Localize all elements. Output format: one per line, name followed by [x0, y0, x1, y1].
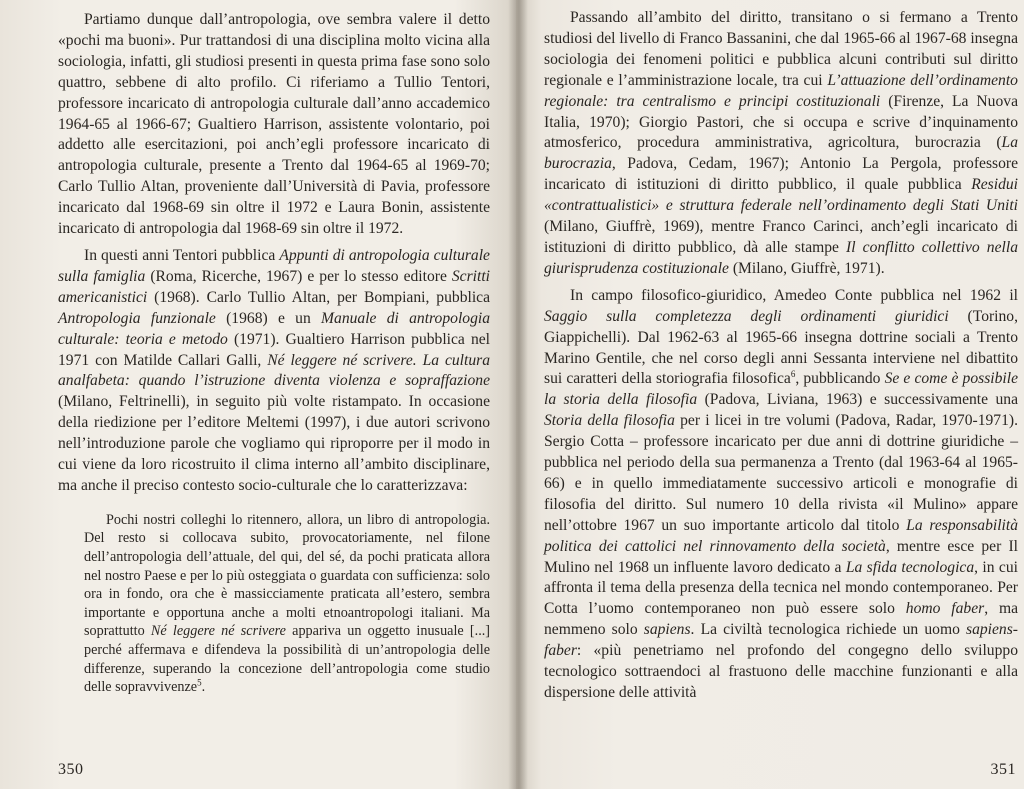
text-run: , pubblicando	[795, 370, 885, 388]
text-run: (Torino, Giappichelli). Dal 1962-63 al 1965-66 insegna dottrine sociali a Trento Marino Gentile, che nel corso degli anni Sessanta interviene nel dibattito sui caratteri della storiografia filosofica	[544, 307, 1019, 388]
text-run: . La civiltà tecnologica richiede un uomo	[690, 621, 967, 639]
italic-title: Residui «contrattualistici» e struttura federale nell’ordinamento degli Stati Uniti	[544, 176, 1018, 215]
italic-title: Né leggere né scrivere	[150, 623, 286, 640]
page-number-left: 350	[58, 761, 84, 778]
italic-title: La responsabilità politica dei cattolici nel rinnovamento della società	[544, 516, 1018, 555]
text-run: (Padova, Liviana, 1963) e successivamente una	[697, 391, 1018, 409]
text-run: .	[201, 679, 206, 696]
text-run: (Firenze, La Nuova Italia, 1970); Giorgio Pastori, che si occupa e scrive d’inquinamento atmosferico, procedura amministrativa, agricoltura, burocrazia (	[544, 92, 1018, 152]
text-run: (1968). Carlo Tullio Altan, per Bompiani, pubblica	[147, 288, 490, 306]
italic-title: homo faber	[905, 600, 985, 618]
footnote-ref: 6	[790, 369, 796, 380]
text-run: , Padova, Cedam, 1967); Antonio La Pergola, professore incaricato di istituzioni di diritto pubblico, il quale pubblica	[544, 155, 1018, 194]
left-paragraph-2	[58, 246, 490, 497]
text-run: per i licei in tre volumi (Padova, Radar, 1970-1971). Sergio Cotta – professore incaricato per due anni di dottrine giuridiche – pubblica nel periodo della sua permanenza a Trento (dal 1963-64 al 1965-66) e in quello immediatamente successivo articoli e monografie di filosofia del diritto. Sul numero 10 della rivista «il Mulino» appare nell’ottobre 1967 un suo importante articolo dal titolo	[544, 412, 1018, 534]
page-number-right: 351	[990, 761, 1016, 778]
italic-title: Storia della filosofia	[544, 412, 675, 430]
text-run: appariva un oggetto inusuale [...] perché affermava e difendeva la possibilità di un’antropologia delle differenze, superando la concezione dell’antropologia come studio delle sopravvivenze	[84, 623, 491, 696]
italic-title: Il conflitto collettivo nella giurisprudenza costituzionale	[544, 238, 1018, 277]
text-run: (Milano, Feltrinelli), in seguito più volte ristampato. In occasione della riedizione per l’editore Meltemi (1997), i due autori scrivono nell’introduzione parole che vogliamo qui riproporre per il modo in cui viene da loro ricostruito il clima interno all’ambito disciplinare, ma anche il preciso contesto socio-culturale che lo caratterizzava:	[58, 393, 490, 494]
text-run: In questi anni Tentori pubblica	[84, 246, 280, 264]
footnote-ref: 5	[197, 677, 202, 688]
italic-title: Saggio sulla completezza degli ordinamenti giuridici	[544, 307, 949, 325]
text-run: (Roma, Ricerche, 1967) e per lo stesso editore	[145, 267, 452, 285]
right-page	[516, 0, 1024, 789]
italic-title: Né leggere né scrivere. La cultura analfabeta: quando l’istruzione diventa violenza e sopraffazione	[58, 351, 490, 390]
italic-title: L’attuazione dell’ordinamento regionale: tra centralismo e principi costituzionali	[544, 71, 1018, 110]
italic-title: Appunti di antropologia culturale sulla famiglia	[58, 246, 490, 285]
text-run: Partiamo dunque dall’antropologia, ove sembra valere il detto «pochi ma buoni». Pur trattandosi di una disciplina molto vicina alla sociologia, infatti, gli studiosi presenti in questa prima fase sono solo quattro, sebbene di alto profilo. Ci riferiamo a Tullio Tentori, professore incaricato di antropologia culturale dall’anno accademico 1964-65 al 1966-67; Gualtiero Harrison, assistente volontario, poi addetto alle esercitazioni, poi anch’egli professore incaricato di antropologia culturale, presente a Trento dal 1964-65 al 1969-70; Carlo Tullio Altan, proveniente dall’Università di Pavia, professore incaricato dal 1968-69 sin oltre il 1972 e Laura Bonin, assistente incaricato di antropologia dal 1968-69 sin oltre il 1972.	[58, 11, 490, 238]
italic-title: La burocrazia	[544, 134, 1018, 173]
italic-title: Manuale di antropologia culturale: teoria e metodo	[58, 309, 490, 348]
italic-title: Se e come è possibile la storia della filosofia	[544, 370, 1018, 409]
text-run: , in cui affronta il tema della presenza della tecnica nel mondo contemporaneo. Per Cotta l’uomo contemporaneo non può essere solo	[544, 558, 1018, 618]
text-run: (1971). Gualtiero Harrison pubblica nel 1971 con Matilde Callari Galli,	[58, 330, 490, 369]
text-run: : «più penetriamo nel profondo del congegno dello sviluppo tecnologico sottraendoci al frastuono delle macchine funzionanti e alla dispersione delle attività	[544, 642, 1018, 701]
italic-title: Scritti americanistici	[58, 267, 490, 306]
text-run: Pochi nostri colleghi lo ritennero, allora, un libro di antropologia. Del resto si collocava subito, provocatoriamente, nel filone dell’antropologia dell’attuale, del qui, del sé, da pochi praticata allora nel nostro Paese e per lo più osteggiata o guardata con sufficienza: solo ora in fondo, ora che è massicciamente praticata all’estero, sembra importante e opportuna anche a molti etnoantropologi italiani. Ma soprattutto	[84, 511, 490, 640]
italic-title: sapiens	[643, 621, 691, 639]
left-paragraph-1	[58, 10, 490, 240]
text-run: (Milano, Giuffrè, 1971).	[728, 259, 885, 277]
text-run: In campo filosofico-giuridico, Amedeo Conte pubblica nel 1962 il	[570, 286, 1018, 304]
italic-title: sapiens-faber	[544, 621, 1018, 660]
text-run: Passando all’ambito del diritto, transitano o si fermano a Trento studiosi del livello di Franco Bassanini, che dal 1965-66 al 1967-68 insegna sociologia dei fenomeni politici e pubblica alcuni contributi sul diritto regionale e l’amministrazione locale, tra cui	[544, 9, 1018, 89]
text-run: , ma nemmeno solo	[544, 600, 1019, 639]
text-run: , mentre esce per Il Mulino nel 1968 un influente lavoro dedicato a	[544, 537, 1018, 576]
text-run: (Milano, Giuffrè, 1969), mentre Franco Carinci, anch’egli incaricato di istituzioni di diritto pubblico, dà alle stampe	[544, 218, 1018, 256]
block-quote	[58, 511, 490, 697]
text-run: (1968) e un	[215, 309, 322, 327]
italic-title: La sfida tecnologica	[845, 558, 975, 576]
right-paragraph-2	[544, 286, 1018, 704]
block-quote-text	[58, 511, 490, 697]
right-paragraph-1	[544, 8, 1018, 280]
italic-title: Antropologia funzionale	[58, 309, 216, 327]
